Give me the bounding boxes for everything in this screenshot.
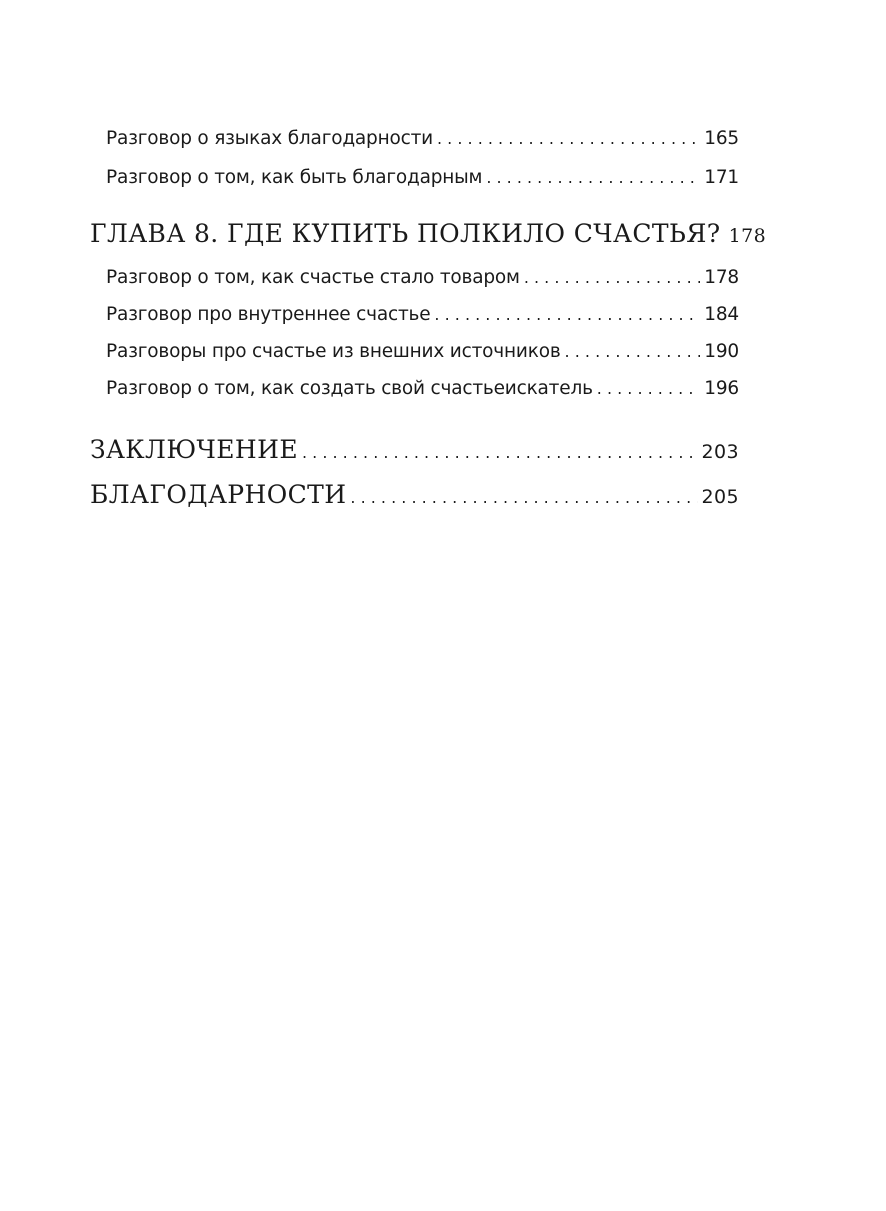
toc-entry-page: 171 (704, 167, 739, 188)
toc-entry-title: Разговор о том, как счастье стало товаром (106, 267, 520, 288)
toc-entry-title: Разговор о том, как быть благодарным (106, 167, 483, 188)
toc-chapter-page: 203 (701, 441, 739, 463)
dot-leader (434, 305, 700, 324)
toc-chapter-title: ЗАКЛЮЧЕНИЕ (90, 435, 298, 464)
toc-entry-page: 178 (704, 267, 739, 288)
toc-entry-page: 196 (704, 378, 739, 399)
toc-entry-page: 165 (704, 128, 739, 149)
toc-entry-how-to-be-grateful[interactable] (106, 167, 739, 188)
toc-acknowledgements[interactable] (90, 480, 739, 509)
toc-chapter-title: БЛАГОДАРНОСТИ (90, 480, 347, 509)
toc-entry-page: 190 (704, 341, 739, 362)
toc-entry-gratitude-languages[interactable] (106, 128, 739, 149)
dot-leader (350, 488, 697, 507)
toc-entry-happiness-as-commodity[interactable] (106, 267, 739, 288)
toc-chapter-page: 178 (728, 225, 767, 247)
toc-entry-inner-happiness[interactable] (106, 304, 739, 325)
toc-chapter-title: ГЛАВА 8. ГДЕ КУПИТЬ ПОЛКИЛО СЧАСТЬЯ? (90, 219, 721, 248)
dot-leader (437, 129, 700, 148)
dot-leader (486, 168, 700, 187)
toc-conclusion[interactable] (90, 435, 739, 464)
toc-entry-happiness-seeker[interactable] (106, 378, 739, 399)
dot-leader (597, 379, 701, 398)
dot-leader (302, 443, 698, 462)
toc-chapter-page: 205 (701, 486, 739, 508)
toc-entry-page: 184 (704, 304, 739, 325)
toc-chapter-8[interactable] (90, 219, 767, 248)
dot-leader (565, 342, 701, 361)
toc-entry-title: Разговоры про счастье из внешних источников (106, 341, 561, 362)
toc-entry-external-happiness[interactable] (106, 341, 739, 362)
dot-leader (524, 268, 700, 287)
toc-entry-title: Разговор о том, как создать свой счастьеискатель (106, 378, 593, 399)
toc-entry-title: Разговор про внутреннее счастье (106, 304, 431, 325)
toc-entry-title: Разговор о языках благодарности (106, 128, 433, 149)
